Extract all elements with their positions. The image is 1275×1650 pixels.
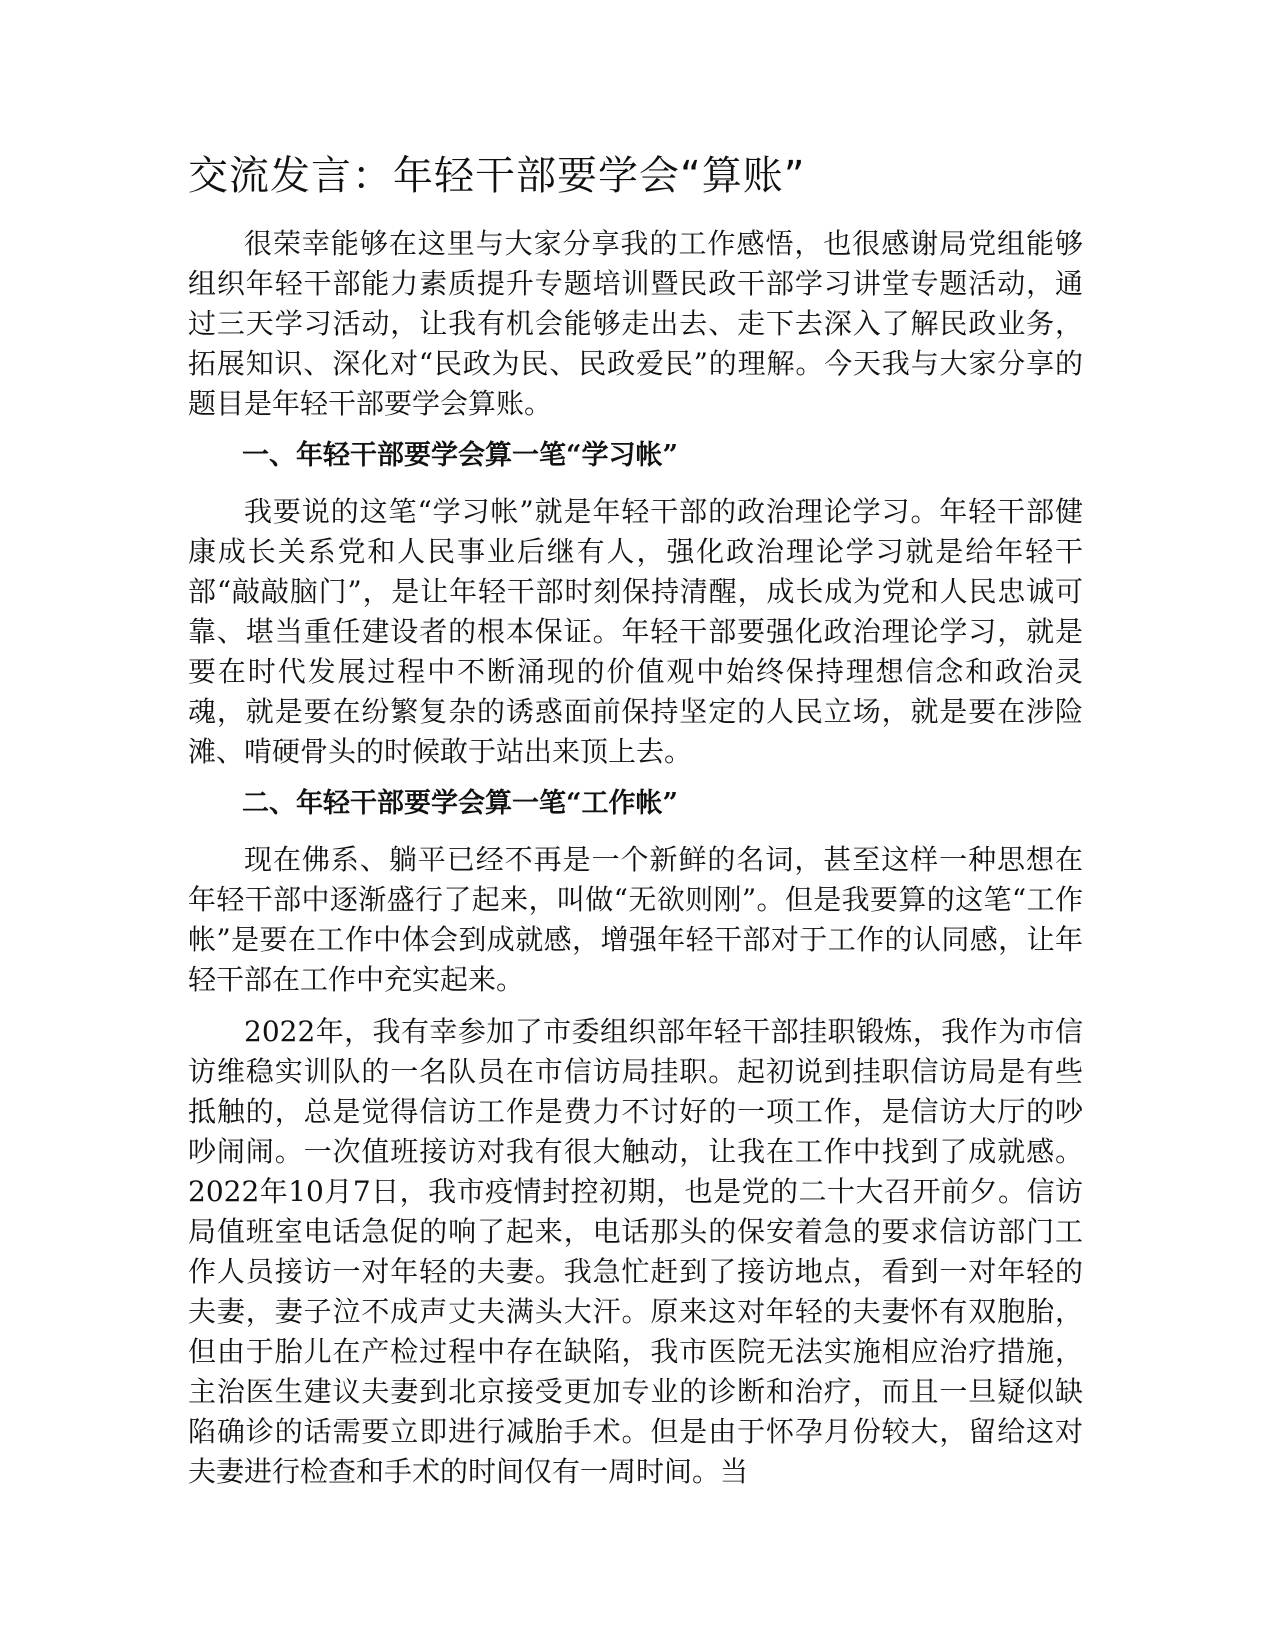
section-2-paragraph: 2022年，我有幸参加了市委组织部年轻干部挂职锻炼，我作为市信访维稳实训队的一名队员在市信访局挂职。起初说到挂职信访局是有些抵触的，总是觉得信访工作是费力不讨好的一项工作，是信访大厅的吵吵闹闹。一次值班接访对我有很大触动，让我在工作中找到了成就感。2022年10月7日，我市疫情封控初期，也是党的二十大召开前夕。信访局值班室电话急促的响了起来，电话那头的保安着急的要求信访部门工作人员接访一对年轻的夫妻。我急忙赶到了接访地点，看到一对年轻的夫妻，妻子泣不成声丈夫满头大汗。原来这对年轻的夫妻怀有双胞胎，但由于胎儿在产检过程中存在缺陷，我市医院无法实施相应治疗措施，主治医生建议夫妻到北京接受更加专业的诊断和治疗，而且一旦疑似缺陷确诊的话需要立即进行减胎手术。但是由于怀孕月份较大，留给这对夫妻进行检查和手术的时间仅有一周时间。当 xyxy=(188,1015,1083,1488)
section-2-heading: 二、年轻干部要学会算一笔“工作帐” xyxy=(242,788,679,819)
intro-paragraph: 很荣幸能够在这里与大家分享我的工作感悟，也很感谢局党组能够组织年轻干部能力素质提升专题培训暨民政干部学习讲堂专题活动，通过三天学习活动，让我有机会能够走出去、走下去深入了解民政业务，拓展知识、深化对“民政为民、民政爱民”的理解。今天我与大家分享的题目是年轻干部要学会算账。 xyxy=(188,227,1083,420)
document-title: 交流发言：年轻干部要学会“算账” xyxy=(188,153,806,199)
document-page xyxy=(188,148,1083,1504)
section-1-paragraph: 我要说的这笔“学习帐”就是年轻干部的政治理论学习。年轻干部健康成长关系党和人民事业后继有人，强化政治理论学习就是给年轻干部“敲敲脑门”，是让年轻干部时刻保持清醒，成长成为党和人民忠诚可靠、堪当重任建设者的根本保证。年轻干部要强化政治理论学习，就是要在时代发展过程中不断涌现的价值观中始终保持理想信念和政治灵魂，就是要在纷繁复杂的诱惑面前保持坚定的人民立场，就是要在涉险滩、啃硬骨头的时候敢于站出来顶上去。 xyxy=(188,495,1083,768)
section-1-heading: 一、年轻干部要学会算一笔“学习帐” xyxy=(242,440,679,471)
section-2-paragraph: 现在佛系、躺平已经不再是一个新鲜的名词，甚至这样一种思想在年轻干部中逐渐盛行了起来，叫做“无欲则刚”。但是我要算的这笔“工作帐”是要在工作中体会到成就感，增强年轻干部对于工作的认同感，让年轻干部在工作中充实起来。 xyxy=(188,843,1083,996)
